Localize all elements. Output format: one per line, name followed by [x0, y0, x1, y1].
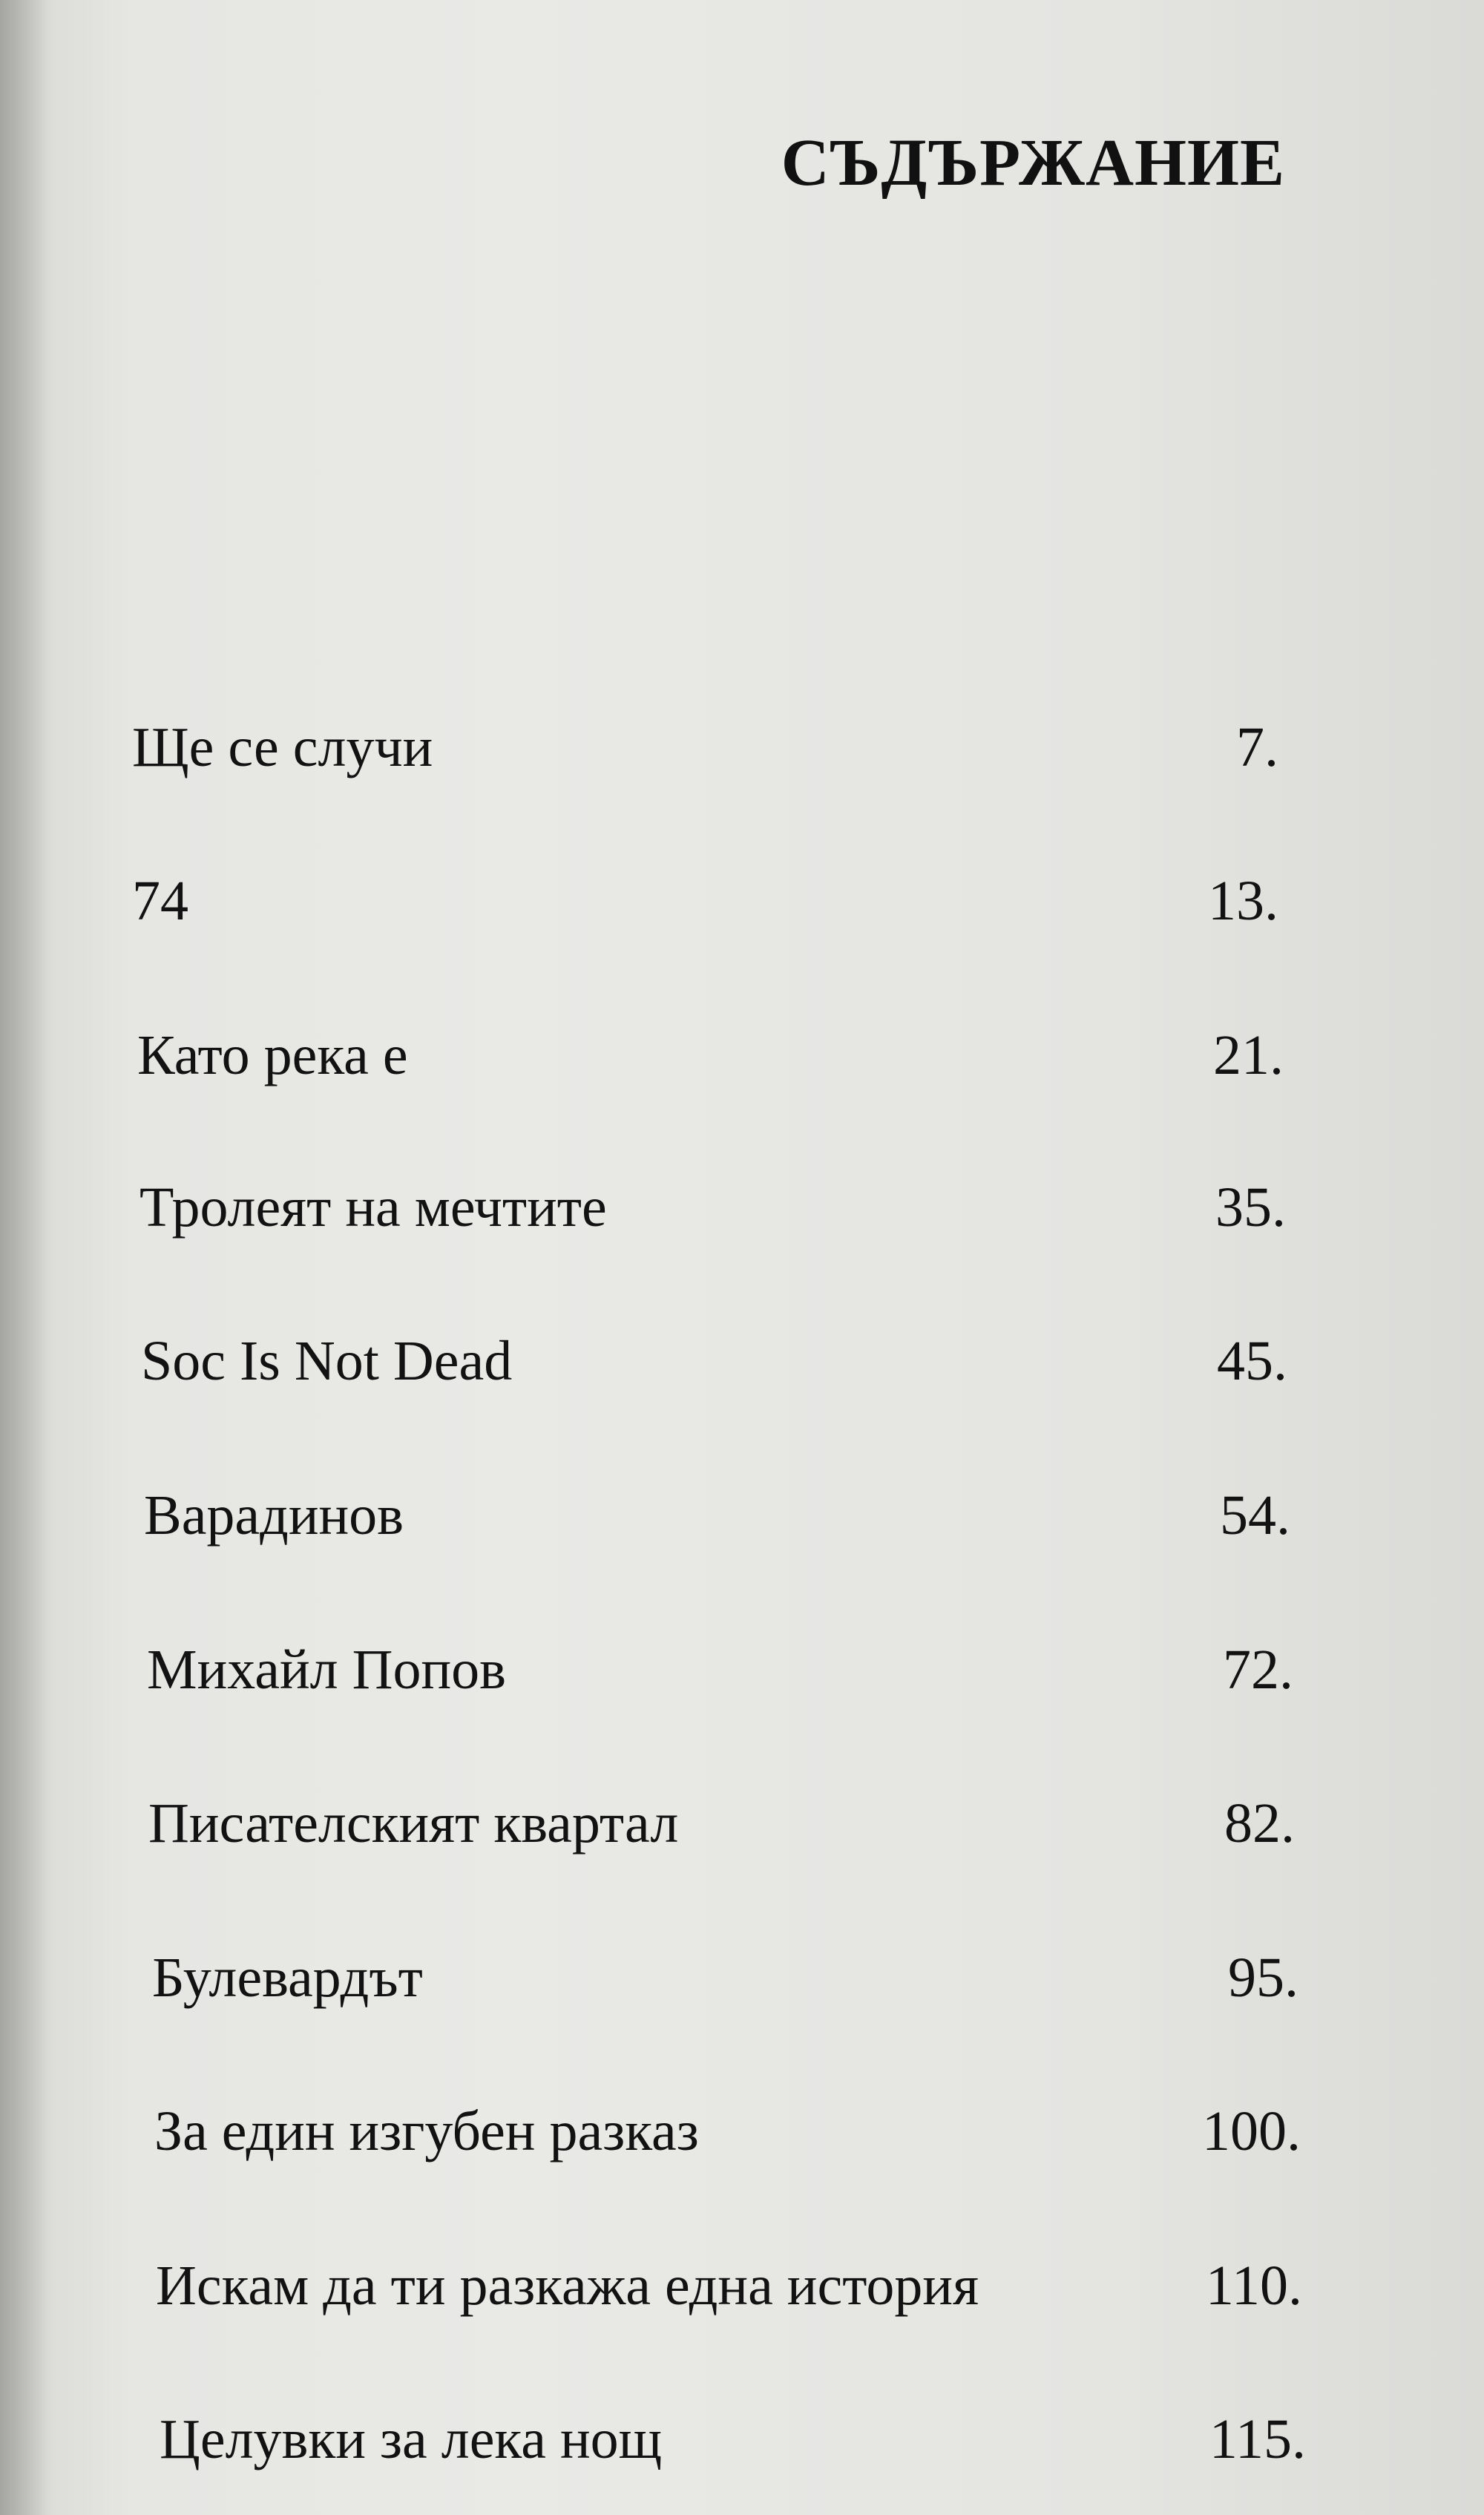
toc-entry	[156, 2225, 1302, 2317]
toc-entry	[141, 1300, 1287, 1392]
toc-entry	[152, 1917, 1298, 2009]
page-title: СЪДЪРЖАНИЕ	[781, 126, 1285, 200]
toc-entry-title: Михайл Попов	[147, 1639, 507, 1701]
toc-entry-page: 115.	[1209, 2408, 1306, 2470]
toc-entry-page: 35.	[1215, 1176, 1286, 1239]
toc-entry-title: Soc Is Not Dead	[141, 1330, 513, 1392]
toc-entry-title: Тролеят на мечтите	[139, 1176, 607, 1239]
toc-entry-page: 82.	[1224, 1792, 1295, 1855]
toc-entry-page: 72.	[1223, 1639, 1293, 1701]
toc-entry	[144, 1455, 1290, 1547]
toc-entry-title: Искам да ти разкажа една история	[156, 2255, 979, 2317]
toc-entry-title: Като река е	[137, 1024, 408, 1086]
toc-entry-title: 74	[132, 870, 188, 932]
toc-entry	[147, 1609, 1293, 1701]
toc-entry-title: Булевардът	[152, 1947, 423, 2009]
toc-entry-page: 7.	[1236, 716, 1278, 778]
toc-entry-page: 110.	[1205, 2255, 1302, 2317]
toc-entry-page: 100.	[1202, 2100, 1301, 2162]
toc-entry	[137, 994, 1284, 1086]
toc-entry	[132, 840, 1278, 932]
toc-entry	[160, 2378, 1306, 2468]
toc-entry-title: За един изгубен разказ	[154, 2100, 699, 2162]
toc-entry	[139, 1147, 1286, 1239]
toc-entry-title: Целувки за лека нощ	[160, 2408, 663, 2470]
toc-entry-page: 54.	[1220, 1484, 1290, 1547]
toc-entry	[132, 686, 1278, 776]
toc-entry-title: Ще се случи	[132, 716, 433, 778]
toc-entry-title: Варадинов	[144, 1484, 404, 1547]
toc-entry-page: 95.	[1228, 1947, 1298, 2009]
toc-entry-page: 13.	[1208, 870, 1278, 932]
toc-entry-page: 45.	[1217, 1330, 1287, 1392]
toc-entry	[154, 2070, 1301, 2160]
toc-entry-title: Писателският квартал	[148, 1792, 679, 1855]
toc-entry-page: 21.	[1213, 1024, 1284, 1086]
toc-entry	[148, 1763, 1295, 1855]
